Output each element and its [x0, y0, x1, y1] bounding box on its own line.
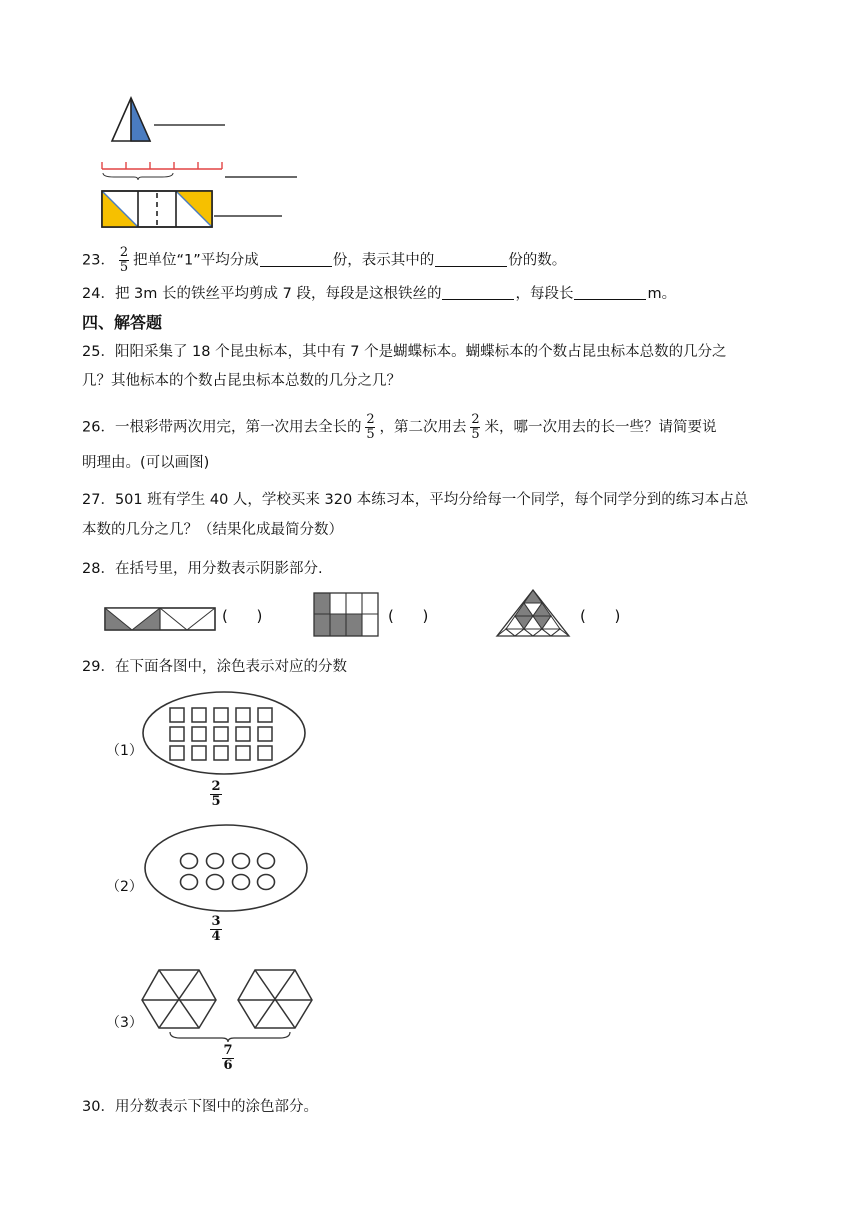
question-number: 24．	[82, 286, 115, 302]
part-label: （3）	[106, 1015, 143, 1031]
question-25: 25．阳阳采集了 18 个昆虫标本，其中有 7 个是蝴蝶标本。蝴蝶标本的个数占昆虫标本总数的几分之	[82, 344, 727, 360]
question-number: 28．	[82, 561, 115, 577]
answer-blank[interactable]	[260, 251, 332, 267]
question-number: 29．	[82, 659, 115, 675]
fraction: $\frac{2}{5}$	[471, 412, 480, 442]
question-25-line2: 几？其他标本的个数占昆虫标本总数的几分之几？	[82, 373, 401, 389]
answer-paren[interactable]: ( )	[580, 607, 621, 625]
target-fraction: 3 4	[211, 914, 221, 944]
target-fraction: 2 5	[211, 779, 221, 809]
question-number: 25．	[82, 344, 115, 360]
part-label: （2）	[106, 879, 143, 895]
question-number: 26．	[82, 419, 115, 436]
question-number: 27．	[82, 492, 115, 508]
question-24: 24．把 3m 长的铁丝平均剪成 7 段，每段是这根铁丝的 ，每段长 m。	[82, 286, 677, 302]
answer-blank[interactable]	[435, 251, 507, 267]
shaded-rectangle-figure	[103, 605, 219, 633]
fraction: $\frac{2}{5}$	[366, 412, 375, 442]
question-27-line2: 本数的几分之几？（结果化成最简分数）	[82, 522, 343, 538]
ellipse-circles-figure	[142, 823, 312, 915]
question-30: 30．用分数表示下图中的涂色部分。	[82, 1099, 318, 1115]
hexagons-figure	[140, 968, 316, 1044]
question-29: 29．在下面各图中，涂色表示对应的分数	[82, 659, 347, 675]
shaded-triangle-figure	[490, 588, 576, 638]
section-title: 四、解答题	[82, 313, 163, 332]
question-28: 28．在括号里，用分数表示阴影部分.	[82, 561, 323, 577]
answer-paren[interactable]: ( )	[388, 607, 429, 625]
question-26: 26．一根彩带两次用完，第一次用去全长的 $\frac{2}{5}$ ，第二次用去 $\frac{2}{5}$ 米，哪一次用去的长一些？请简要说	[82, 412, 717, 442]
target-fraction: 7 6	[223, 1043, 233, 1073]
fraction: $\frac{2}{5}$	[119, 245, 129, 275]
answer-blank[interactable]	[574, 284, 646, 300]
answer-blank[interactable]	[442, 284, 514, 300]
question-23: 23． $\frac{2}{5}$ 把单位“1”平均分成 份，表示其中的 份的数。	[82, 245, 567, 275]
question-27: 27．501 班有学生 40 人，学校买来 320 本练习本，平均分给每一个同学，每个同学分到的练习本占总	[82, 492, 749, 508]
question-number: 23．	[82, 252, 115, 269]
ruler-figure	[100, 157, 300, 183]
rectangle-figure	[100, 189, 290, 231]
part-label: （1）	[106, 743, 143, 759]
question-number: 30．	[82, 1099, 115, 1115]
triangle-figure	[104, 96, 229, 146]
shaded-grid-figure	[312, 591, 382, 639]
ellipse-squares-figure	[140, 690, 310, 778]
question-26-line2: 明理由。(可以画图)	[82, 455, 210, 471]
answer-paren[interactable]: ( )	[222, 607, 263, 625]
